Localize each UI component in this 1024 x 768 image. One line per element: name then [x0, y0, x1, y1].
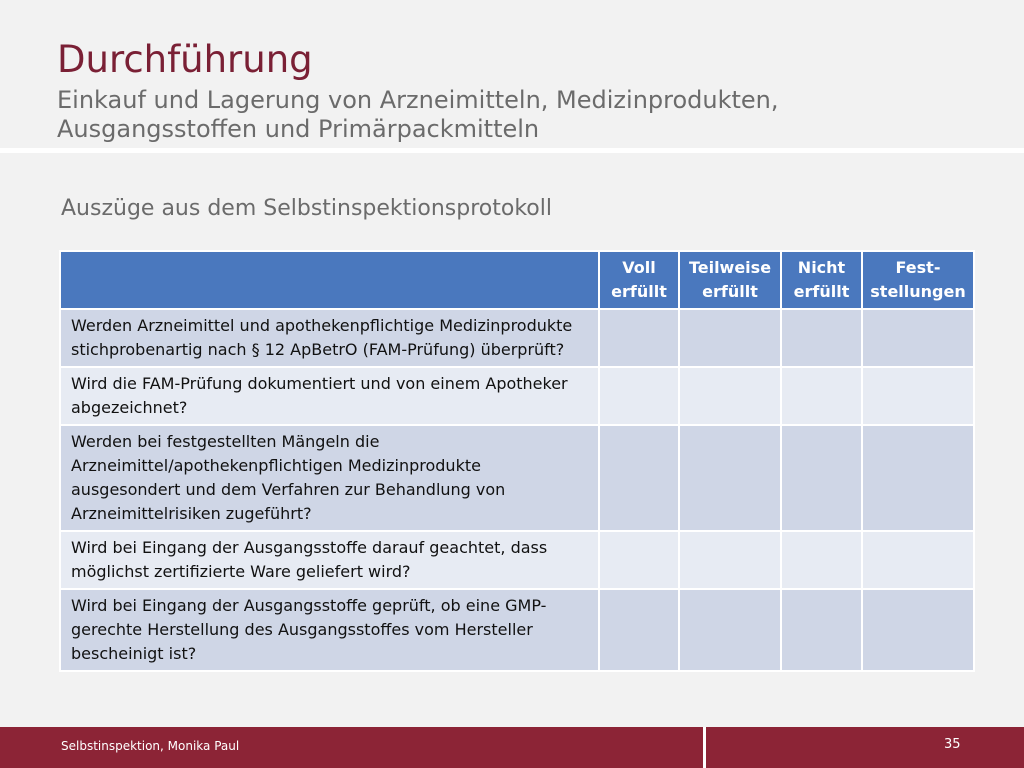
header-line: erfüllt: [702, 282, 758, 301]
header-teilweise-erfuellt: [679, 251, 781, 309]
inspection-table: [59, 250, 975, 672]
subtitle-line: Ausgangsstoffen und Primärpackmitteln: [57, 115, 540, 143]
feststellungen-cell[interactable]: [862, 589, 974, 671]
table-row: [60, 425, 974, 531]
feststellungen-cell[interactable]: [862, 367, 974, 425]
header-line: erfüllt: [611, 282, 667, 301]
question-line: gerechte Herstellung des Ausgangsstoffes vom Hersteller: [71, 620, 533, 639]
header-nicht-erfuellt: [781, 251, 862, 309]
teilweise-erfuellt-cell[interactable]: [679, 425, 781, 531]
table-header-row: [60, 251, 974, 309]
feststellungen-cell[interactable]: [862, 531, 974, 589]
voll-erfuellt-cell[interactable]: [599, 531, 679, 589]
header-line: Nicht: [797, 258, 846, 277]
table-row: [60, 589, 974, 671]
question-line: Arzneimittelrisiken zugeführt?: [71, 504, 312, 523]
header-line: Fest-: [895, 258, 941, 277]
question-cell: [60, 425, 599, 531]
question-line: Werden bei festgestellten Mängeln die: [71, 432, 380, 451]
nicht-erfuellt-cell[interactable]: [781, 589, 862, 671]
voll-erfuellt-cell[interactable]: [599, 589, 679, 671]
header-voll-erfuellt: [599, 251, 679, 309]
subtitle-line: Einkauf und Lagerung von Arzneimitteln, Medizinprodukten,: [57, 86, 779, 114]
voll-erfuellt-cell[interactable]: [599, 425, 679, 531]
voll-erfuellt-cell[interactable]: [599, 367, 679, 425]
table-row: [60, 367, 974, 425]
question-line: Wird die FAM-Prüfung dokumentiert und von einem Apotheker: [71, 374, 568, 393]
question-cell: [60, 531, 599, 589]
nicht-erfuellt-cell[interactable]: [781, 309, 862, 367]
question-line: möglichst zertifizierte Ware geliefert wird?: [71, 562, 411, 581]
question-line: Wird bei Eingang der Ausgangsstoffe darauf geachtet, dass: [71, 538, 548, 557]
teilweise-erfuellt-cell[interactable]: [679, 531, 781, 589]
question-line: Werden Arzneimittel und apothekenpflichtige Medizinprodukte: [71, 316, 573, 335]
footer-text: Selbstinspektion, Monika Paul: [61, 739, 240, 753]
slide-subtitle: [57, 86, 779, 144]
page-number: 35: [944, 737, 961, 752]
question-line: stichprobenartig nach § 12 ApBetrO (FAM-Prüfung) überprüft?: [71, 340, 565, 359]
header-feststellungen: [862, 251, 974, 309]
slide-title: Durchführung: [57, 38, 313, 81]
teilweise-erfuellt-cell[interactable]: [679, 367, 781, 425]
question-cell: [60, 589, 599, 671]
table-row: [60, 531, 974, 589]
question-line: abgezeichnet?: [71, 398, 188, 417]
question-line: Arzneimittel/apothekenpflichtigen Medizinprodukte: [71, 456, 481, 475]
feststellungen-cell[interactable]: [862, 425, 974, 531]
section-heading: Auszüge aus dem Selbstinspektionsprotokoll: [61, 196, 552, 221]
footer-bar: [0, 727, 1024, 768]
nicht-erfuellt-cell[interactable]: [781, 531, 862, 589]
header-question: [60, 251, 599, 309]
question-line: Wird bei Eingang der Ausgangsstoffe geprüft, ob eine GMP-: [71, 596, 547, 615]
header-line: Voll: [622, 258, 656, 277]
nicht-erfuellt-cell[interactable]: [781, 425, 862, 531]
teilweise-erfuellt-cell[interactable]: [679, 309, 781, 367]
nicht-erfuellt-cell[interactable]: [781, 367, 862, 425]
question-cell: [60, 367, 599, 425]
header-line: stellungen: [870, 282, 966, 301]
header-line: erfüllt: [793, 282, 850, 301]
teilweise-erfuellt-cell[interactable]: [679, 589, 781, 671]
header-divider: [0, 148, 1024, 153]
question-line: bescheinigt ist?: [71, 644, 197, 663]
question-cell: [60, 309, 599, 367]
voll-erfuellt-cell[interactable]: [599, 309, 679, 367]
feststellungen-cell[interactable]: [862, 309, 974, 367]
table-row: [60, 309, 974, 367]
header-line: Teilweise: [688, 258, 772, 277]
question-line: ausgesondert und dem Verfahren zur Behandlung von: [71, 480, 506, 499]
footer-divider: [703, 727, 706, 768]
